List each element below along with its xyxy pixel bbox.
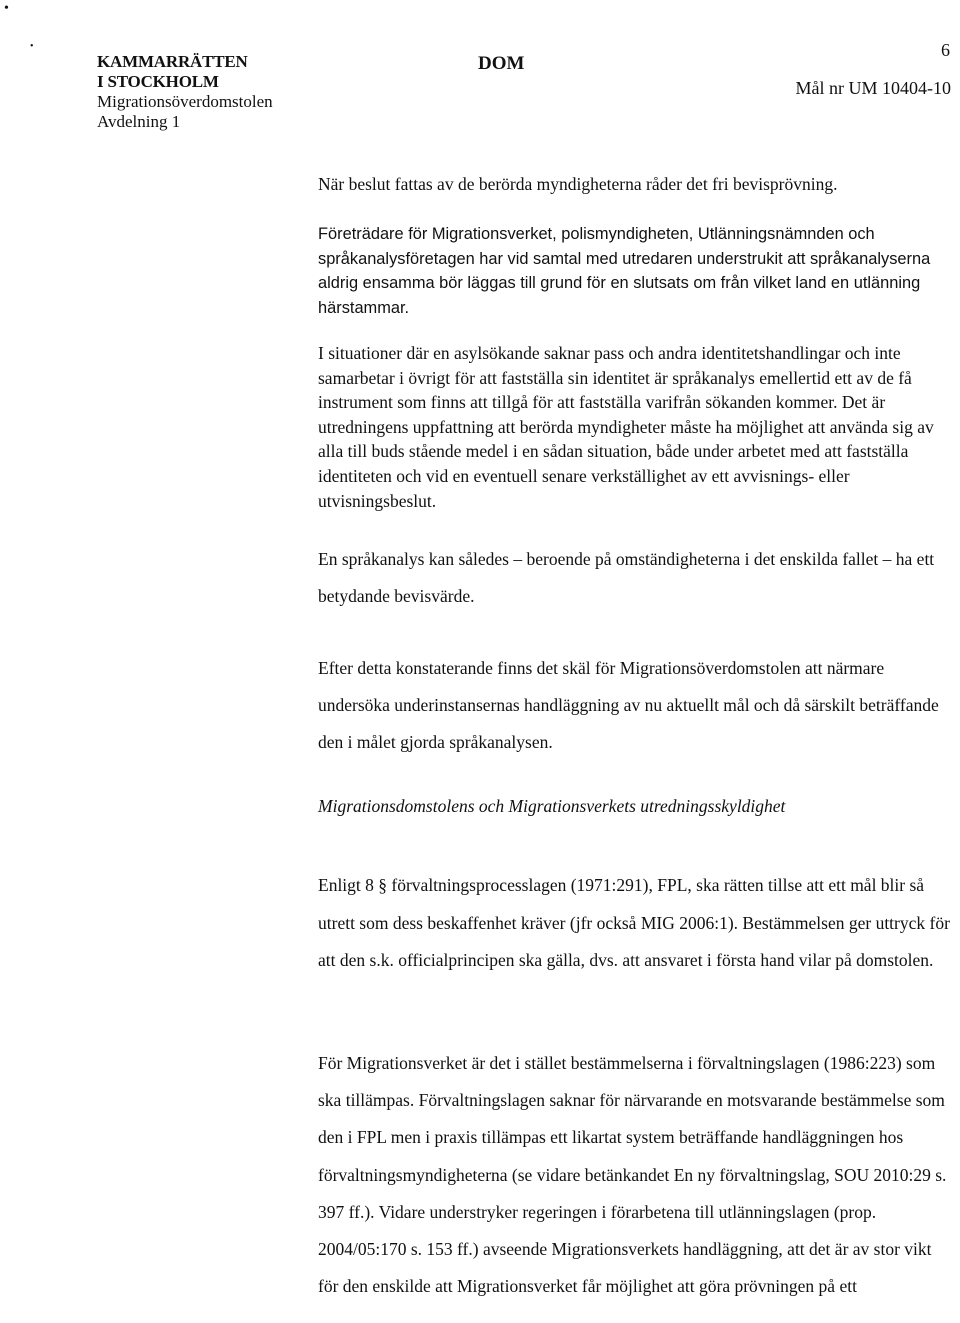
paragraph-bevisprovning: När beslut fattas av de berörda myndigheterna råder det fri bevisprövning. [318, 174, 838, 194]
case-number: Mål nr UM 10404-10 [795, 78, 951, 98]
paragraph-konstaterande: Efter detta konstaterande finns det skäl för Migrationsöverdomstolen att närmare undersöka underinstansernas handläggning av nu aktuellt mål och då särskilt beträffande den i målet gjorda språkanalysen. [318, 658, 939, 752]
court-city: I STOCKHOLM [97, 72, 219, 91]
court-header [97, 52, 273, 132]
paragraph-situationer: I situationer där en asylsökande saknar pass och andra identitetshandlingar och inte samarbetar i övrigt för att fastställa sin identitet är språkanalys emellertid ett av de få instrument som finns att tillgå för att fastställa varifrån sökanden kommer. Det är utredningens uppfattning att berörda myndigheter måste ha möjlighet att använda sig av alla till buds stående medel i en sådan situation, både under arbetet med att fastställa identiteten och vid en eventuell senare verkställighet av ett avvisnings- eller utvisningsbeslut. [318, 343, 934, 511]
paragraph-sprakanalys-bevisvarde: En språkanalys kan således – beroende på omständigheterna i det enskilda fallet – ha ett betydande bevisvärde. [318, 549, 935, 606]
document-type: DOM [478, 53, 525, 74]
court-name: KAMMARRÄTTEN [97, 52, 248, 71]
paragraph-fpl: Enligt 8 § förvaltningsprocesslagen (1971:291), FPL, ska rätten tillse att ett mål blir så utrett som dess beskaffenhet kräver (jfr också MIG 2006:1). Bestämmelsen ger uttryck för att den s.k. officialprincipen ska gälla, dvs. att ansvaret i första hand vilar på domstolen. [318, 875, 950, 970]
court-division: Migrationsöverdomstolen [97, 92, 273, 111]
section-heading: Migrationsdomstolens och Migrationsverkets utredningsskyldighet [318, 796, 786, 816]
scan-dot: • [4, 1, 9, 16]
scan-dot: • [30, 41, 34, 52]
court-department: Avdelning 1 [97, 112, 181, 131]
paragraph-foretradare: Företrädare för Migrationsverket, polismyndigheten, Utlänningsnämnden och språkanalysföretagen har vid samtal med utredaren understrukit att språkanalyserna aldrig ensamma bör läggas till grund för en slutsats om från vilket land en utlänning härstammar. [318, 225, 931, 317]
paragraph-forvaltningslagen: För Migrationsverket är det i stället bestämmelserna i förvaltningslagen (1986:223) som ska tillämpas. Förvaltningslagen saknar för närvarande en motsvarande bestämmelse som den i FPL men i praxis tillämpas ett likartat system beträffande handläggningen hos förvaltningsmyndigheterna (se vidare betänkandet En ny förvaltningslag, SOU 2010:29 s. 397 ff.). Vidare understryker regeringen i förarbetena till utlänningslagen (prop. 2004/05:170 s. 153 ff.) avseende Migrationsverkets handläggning, att det är av stor vikt för den enskilde att Migrationsverket får möjlighet att göra prövningen på ett [318, 1053, 947, 1297]
page-number: 6 [941, 40, 950, 60]
